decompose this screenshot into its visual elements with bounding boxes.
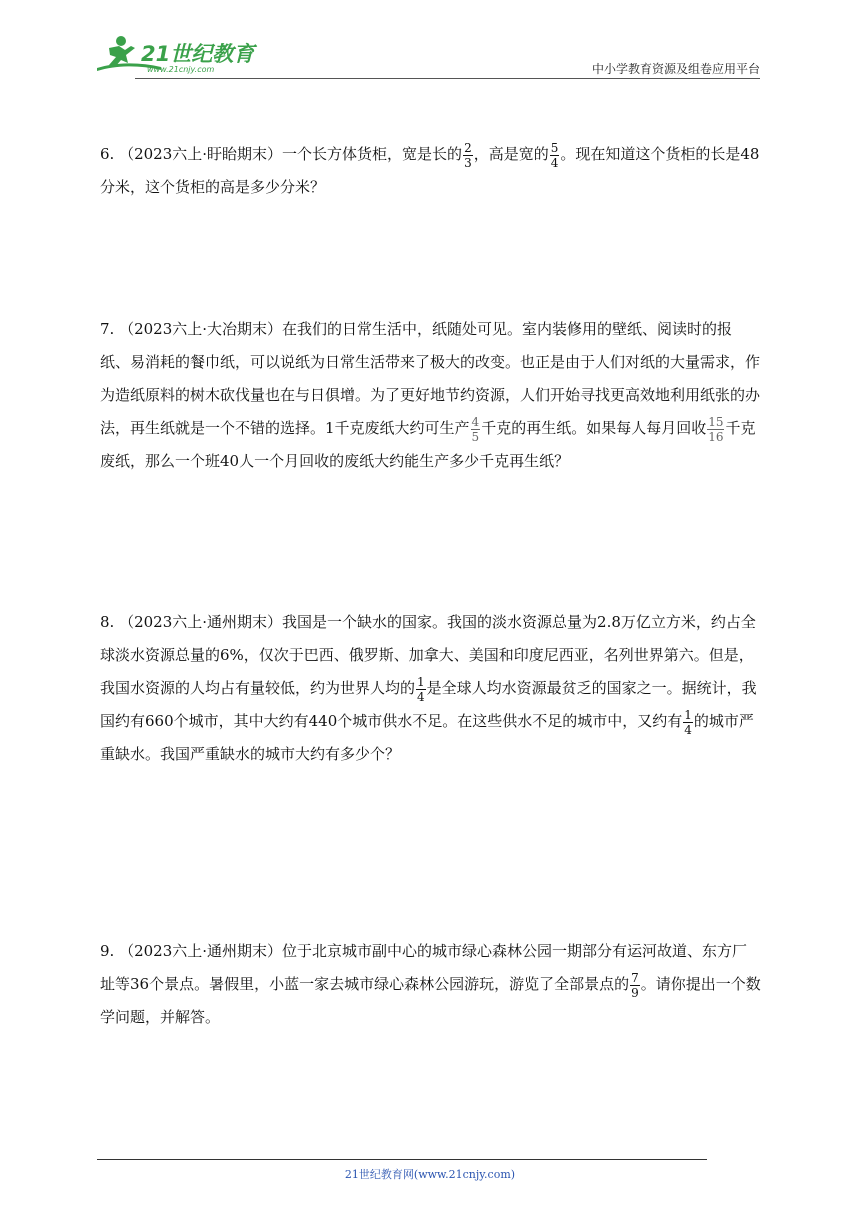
footer-link[interactable]: 21世纪教育网(www.21cnjy.com) xyxy=(344,1168,516,1181)
question-text: 千克的再生纸。如果每人每月回收 xyxy=(481,419,707,437)
fraction xyxy=(416,676,426,703)
question-number: 6. xyxy=(100,145,115,163)
question-source: （2023六上·大冶期末） xyxy=(119,320,283,338)
question-text: 千克废纸，那么一个班40人一个月回收的废纸大约能生产多少千克再生纸？ xyxy=(100,419,756,470)
platform-title: 中小学教育资源及组卷应用平台 xyxy=(591,62,760,76)
fraction xyxy=(471,416,481,443)
header-divider xyxy=(135,78,760,79)
question-9 xyxy=(100,935,762,1034)
question-6 xyxy=(100,138,762,204)
fraction-numerator: 4 xyxy=(471,414,480,429)
fraction-numerator: 7 xyxy=(631,970,639,985)
fraction xyxy=(683,709,693,736)
fraction xyxy=(550,142,560,169)
fraction-numerator: 1 xyxy=(684,707,692,722)
question-text: 是全球人均水资源最贫乏的国家之一。据统计，我国约有660个城市，其中大约有440个城市供水不足。在这些供水不足的城市中，又约有 xyxy=(100,679,757,730)
question-source: （2023六上·盱眙期末） xyxy=(119,145,283,163)
fraction-denominator: 4 xyxy=(550,155,559,170)
question-text: 位于北京城市副中心的城市绿心森林公园一期部分有运河故道、东方厂址等36个景点。暑假里，小蓝一家去城市绿心森林公园游玩，游览了全部景点的 xyxy=(100,942,748,993)
fraction-denominator: 5 xyxy=(471,429,480,444)
fraction-denominator: 16 xyxy=(708,429,724,444)
logo-url-text: www.21cnjy.com xyxy=(147,65,215,74)
question-text: 一个长方体货柜，宽是长的 xyxy=(282,145,463,163)
question-text: 在我们的日常生活中，纸随处可见。室内装修用的壁纸、阅读时的报纸、易消耗的餐巾纸，可以说纸为日常生活带来了极大的改变。也正是由于人们对纸的大量需求，作为造纸原料的树木砍伐量也在与日俱增。为了更好地节约资源，人们开始寻找更高效地利用纸张的办法，再生纸就是一个不错的选择。1千克废纸大约可生产 xyxy=(100,320,761,437)
question-source: （2023六上·通州期末） xyxy=(119,613,283,631)
fraction xyxy=(463,142,473,169)
fraction-numerator: 1 xyxy=(417,674,425,689)
fraction xyxy=(707,416,724,443)
site-logo xyxy=(95,34,265,76)
logo-text: 21世纪教育 xyxy=(141,42,255,66)
footer-divider xyxy=(97,1159,707,1160)
fraction-denominator: 4 xyxy=(417,689,425,704)
fraction-denominator: 9 xyxy=(631,985,639,1000)
question-text: 。现在知道这个货柜的长是48分米，这个货柜的高是多少分米？ xyxy=(100,145,760,196)
fraction-denominator: 3 xyxy=(464,155,472,170)
question-text: 的城市严重缺水。我国严重缺水的城市大约有多少个？ xyxy=(100,712,754,763)
question-text: ，高是宽的 xyxy=(473,145,549,163)
fraction-numerator: 2 xyxy=(464,140,472,155)
fraction-numerator: 15 xyxy=(708,414,724,429)
fraction xyxy=(630,972,640,999)
question-text: 。请你提出一个数学问题，并解答。 xyxy=(100,975,761,1026)
question-number: 8. xyxy=(100,613,115,631)
question-7 xyxy=(100,313,762,478)
runner-logo-icon xyxy=(95,34,265,76)
fraction-numerator: 5 xyxy=(550,140,559,155)
page-header xyxy=(95,30,760,78)
question-source: （2023六上·通州期末） xyxy=(119,942,283,960)
question-number: 9. xyxy=(100,942,115,960)
question-number: 7. xyxy=(100,320,115,338)
question-text: 我国是一个缺水的国家。我国的淡水资源总量为2.8万亿立方米，约占全球淡水资源总量的6%，仅次于巴西、俄罗斯、加拿大、美国和印度尼西亚，名列世界第六。但是，我国水资源的人均占有量较低，约为世界人均的 xyxy=(100,613,756,697)
question-8 xyxy=(100,606,762,771)
fraction-denominator: 4 xyxy=(684,722,692,737)
